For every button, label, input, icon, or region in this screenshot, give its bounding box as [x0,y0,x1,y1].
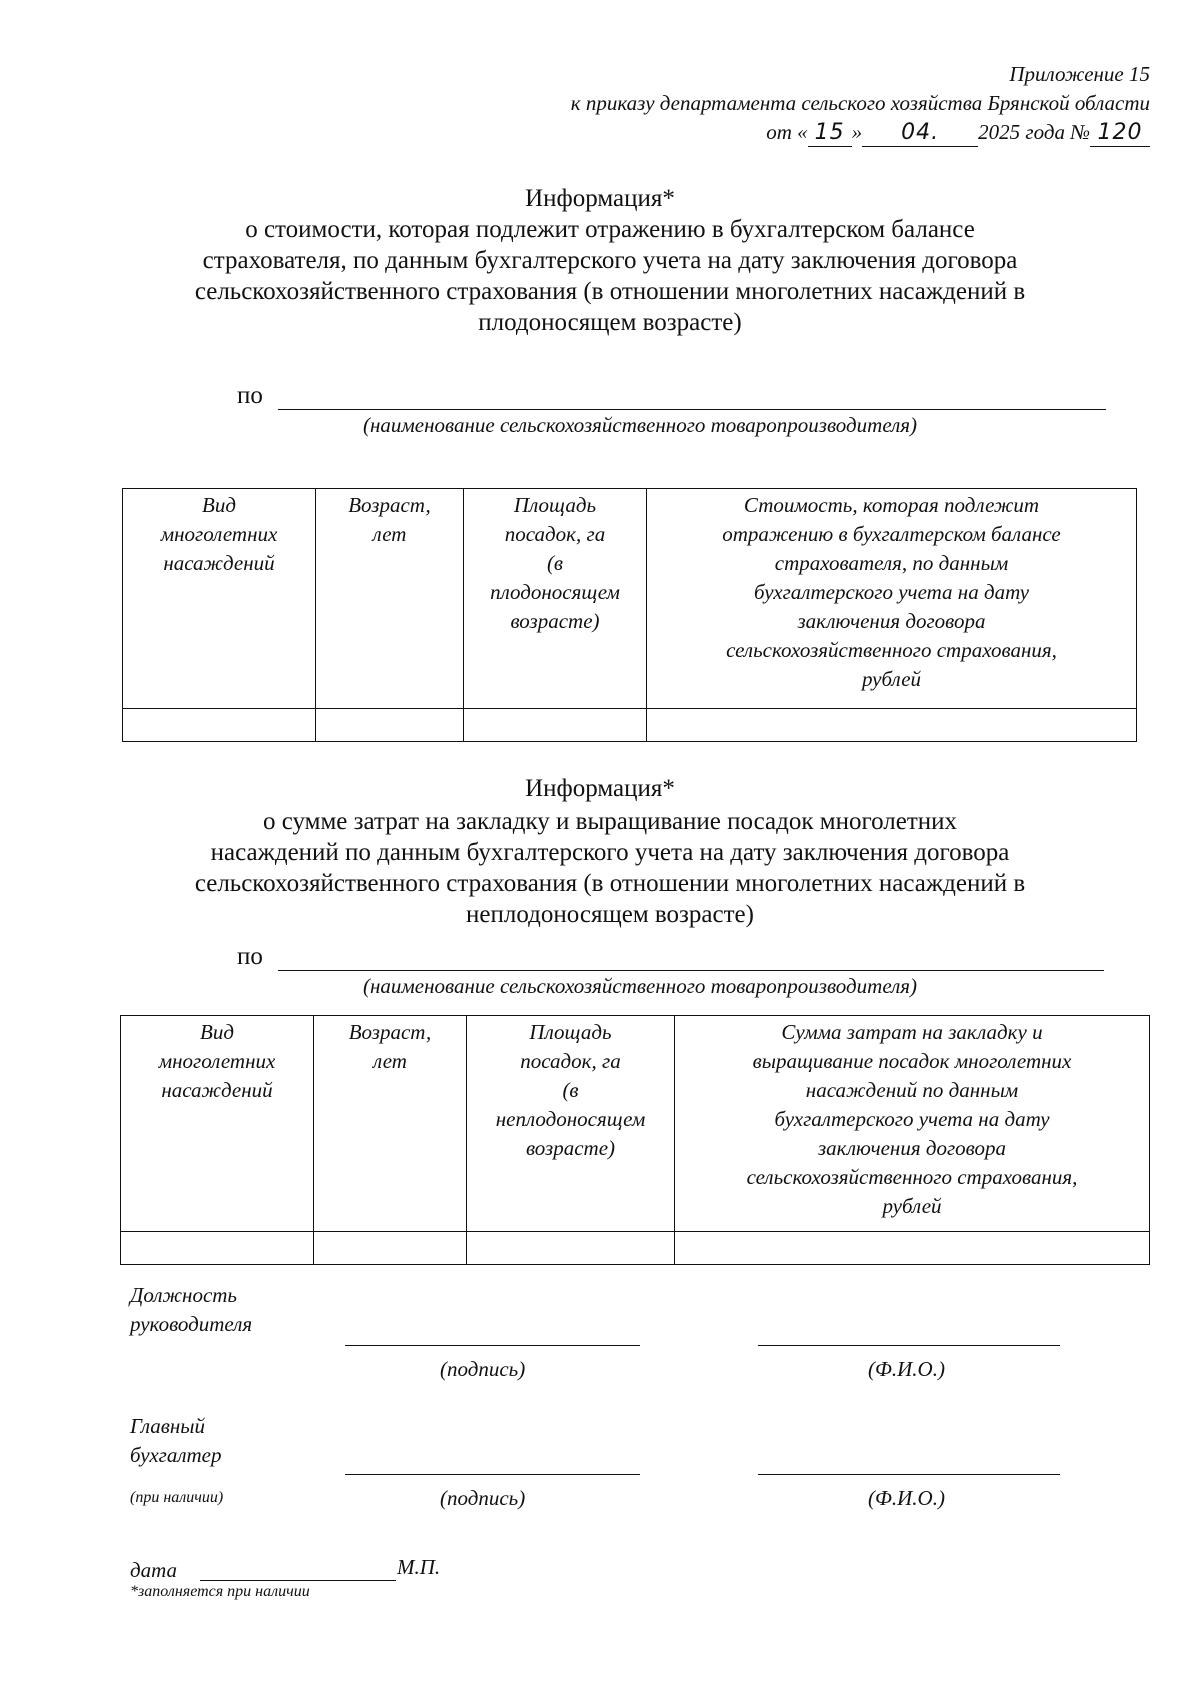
footnote: *заполняется при наличии [130,1583,310,1600]
order-day: 15 [808,120,852,147]
table-header-row [121,1016,1150,1232]
appendix-number: Приложение 15 [1009,62,1150,86]
accountant-name-field[interactable] [758,1474,1060,1475]
stamp-label: М.П. [397,1555,441,1579]
section2-producer-name-field[interactable] [278,970,1104,971]
section1-producer-hint: (наименование сельскохозяйственного товаропроизводителя) [362,413,918,437]
date-field[interactable] [200,1580,396,1581]
section2-table [120,1015,1150,1265]
cell-age[interactable] [314,1232,467,1265]
appendix-date-line: от « 15 » 04. 2025 года № 120 [250,118,1150,147]
header-costs: Сумма затрат на закладку и выращивание посадок многолетних насаждений по данным бухгалтерского учета на дату заключения договора сельскохозяйственного страхования, рублей [675,1016,1150,1232]
order-month: 04. [862,120,978,147]
cell-plant-type[interactable] [123,709,316,742]
header-age: Возраст, лет [314,1016,467,1232]
accountant-label: Главный бухгалтер [130,1414,222,1467]
header-plant-type: Вид многолетних насаждений [121,1016,314,1232]
section1-subtitle: о стоимости, которая подлежит отражению в бухгалтерском балансе страхователя, по данным бухгалтерского учета на дату заключения договора сельскохозяйственного страхования (в отношении многолетних насаждений в плодоносящем возрасте) [194,216,1026,336]
head-signature-field[interactable] [345,1345,640,1346]
section1-producer-name-field[interactable] [278,409,1106,410]
head-name-hint: (Ф.И.О.) [868,1357,945,1381]
section1-title: Информация* [525,185,675,212]
header-area: Площадь посадок, га (в неплодоносящем возрасте) [467,1016,675,1232]
section2-po-label: по [237,943,263,970]
order-number: 120 [1090,120,1150,147]
cell-age[interactable] [316,709,464,742]
appendix-header [250,60,1150,147]
cell-value[interactable] [647,709,1137,742]
section2-title: Информация* [525,775,675,802]
accountant-name-hint: (Ф.И.О.) [868,1486,945,1510]
section1-po-label: по [237,382,263,409]
section2-subtitle: о сумме затрат на закладку и выращивание посадок многолетних насаждений по данным бухгалтерского учета на дату заключения договора сельскохозяйственного страхования (в отношении многолетних насаждений в неплодоносящем возрасте) [194,808,1026,928]
header-age: Возраст, лет [316,489,464,709]
cell-area[interactable] [467,1232,675,1265]
head-name-field[interactable] [758,1345,1060,1346]
accountant-signature-field[interactable] [345,1474,640,1475]
cell-area[interactable] [464,709,647,742]
date-label: дата [130,1558,178,1582]
table-row [123,709,1137,742]
section2-producer-hint: (наименование сельскохозяйственного товаропроизводителя) [362,974,918,998]
table-row [121,1232,1150,1265]
appendix-order-reference: к приказу департамента сельского хозяйства Брянской области [570,91,1150,115]
cell-plant-type[interactable] [121,1232,314,1265]
head-position-label: Должность руководителя [130,1283,253,1336]
header-area: Площадь посадок, га (в плодоносящем возрасте) [464,489,647,709]
table-header-row [123,489,1137,709]
accountant-signature-hint: (подпись) [440,1486,526,1510]
if-any-note: (при наличии) [130,1489,224,1506]
head-signature-hint: (подпись) [440,1357,526,1381]
cell-costs[interactable] [675,1232,1150,1265]
header-plant-type: Вид многолетних насаждений [123,489,316,709]
header-value: Стоимость, которая подлежит отражению в бухгалтерском балансе страхователя, по данным бухгалтерского учета на дату заключения договора сельскохозяйственного страхования, рублей [647,489,1137,709]
section1-table [122,488,1137,742]
